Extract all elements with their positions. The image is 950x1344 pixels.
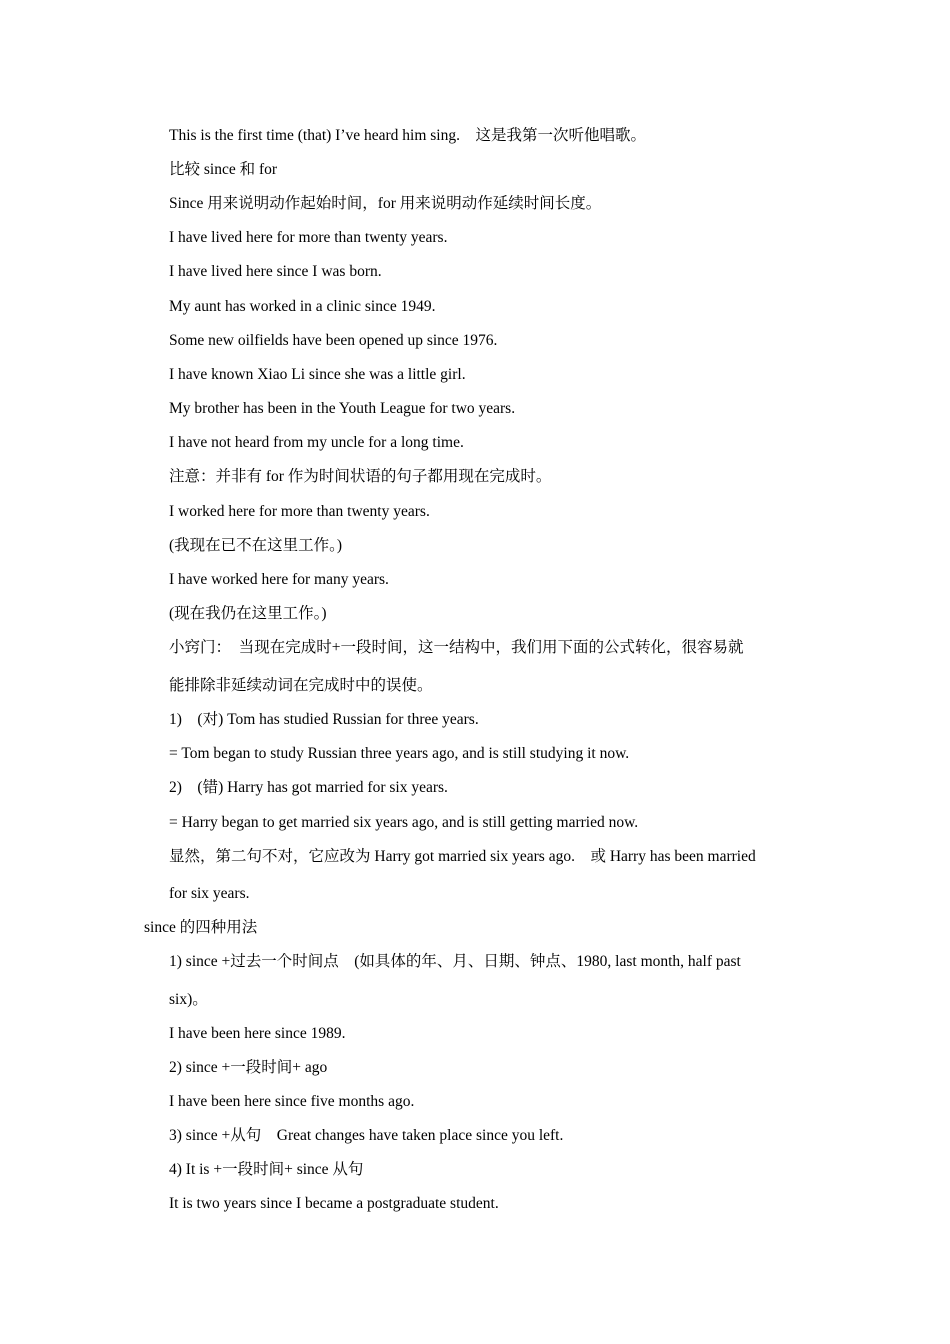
text-line: 2) (错) Harry has got married for six years.: [169, 779, 448, 796]
text-line: My brother has been in the Youth League for two years.: [169, 400, 516, 417]
text-line: This is the first time (that) I’ve heard him sing. 这是我第一次听他唱歌。: [169, 127, 646, 144]
text-line: I have not heard from my uncle for a long time.: [169, 434, 464, 451]
text-line: 能排除非延续动词在完成时中的误使。: [169, 677, 433, 694]
text-line: for six years.: [169, 885, 250, 902]
text-line: I worked here for more than twenty years.: [169, 503, 430, 520]
text-line: I have known Xiao Li since she was a little girl.: [169, 366, 466, 383]
text-line: I have lived here for more than twenty years.: [169, 229, 448, 246]
text-line: 2) since +一段时间+ ago: [169, 1059, 328, 1076]
text-line: six)。: [169, 991, 208, 1008]
text-line: 注意：并非有 for 作为时间状语的句子都用现在完成时。: [169, 468, 552, 485]
text-line: I have lived here since I was born.: [169, 263, 382, 280]
text-line: It is two years since I became a postgraduate student.: [169, 1195, 499, 1212]
text-line: (现在我仍在这里工作。): [169, 605, 327, 622]
text-line: I have worked here for many years.: [169, 571, 389, 588]
text-line: 3) since +从句 Great changes have taken place since you left.: [169, 1127, 564, 1144]
text-line: Since 用来说明动作起始时间，for 用来说明动作延续时间长度。: [169, 195, 602, 212]
text-line: (我现在已不在这里工作。): [169, 537, 343, 554]
text-line: 比较 since 和 for: [169, 161, 278, 178]
text-line: 4) It is +一段时间+ since 从句: [169, 1161, 364, 1178]
section-heading: since 的四种用法: [144, 919, 258, 936]
text-line: = Harry began to get married six years ago, and is still getting married now.: [169, 814, 639, 831]
text-line: = Tom began to study Russian three years ago, and is still studying it now.: [169, 745, 630, 762]
text-line: I have been here since five months ago.: [169, 1093, 415, 1110]
text-line: My aunt has worked in a clinic since 1949.: [169, 298, 436, 315]
text-line: 小窍门： 当现在完成时+一段时间，这一结构中，我们用下面的公式转化，很容易就: [169, 639, 744, 656]
text-line: 1) (对) Tom has studied Russian for three years.: [169, 711, 479, 728]
text-line: Some new oilfields have been opened up since 1976.: [169, 332, 498, 349]
text-line: I have been here since 1989.: [169, 1025, 346, 1042]
text-line: 显然，第二句不对，它应改为 Harry got married six years ago. 或 Harry has been married: [169, 848, 756, 865]
text-line: 1) since +过去一个时间点 (如具体的年、月、日期、钟点、1980, last month, half past: [169, 953, 741, 970]
